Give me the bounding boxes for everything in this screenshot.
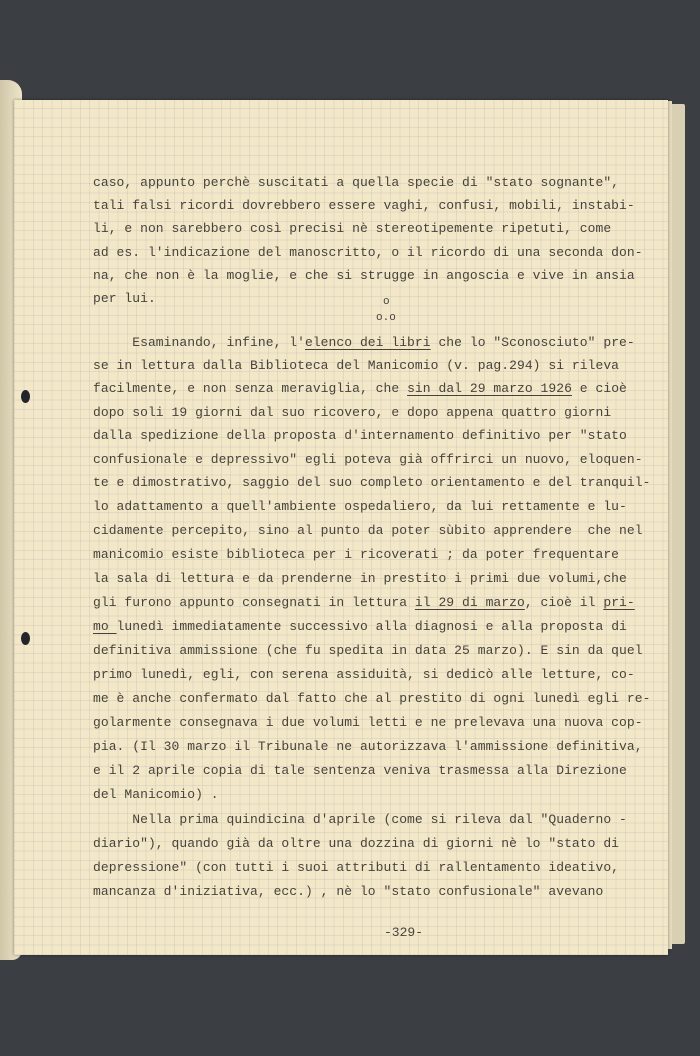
binder-hole bbox=[21, 390, 30, 403]
text-line bbox=[93, 619, 627, 635]
text-line bbox=[93, 787, 219, 803]
text-segment: dopo soli 19 giorni dal suo ricovero, e dopo appena quattro giorni bbox=[93, 405, 612, 420]
text-segment: na, che non è la moglie, e che si strugge in angoscia e vive in ansia bbox=[93, 268, 635, 283]
page-number: -329- bbox=[384, 925, 424, 940]
text-segment: dalla spedizione della proposta d'internamento definitivo per "stato bbox=[93, 428, 627, 443]
underlined-text: pri- bbox=[603, 595, 635, 610]
text-line bbox=[93, 691, 650, 707]
text-segment: facilmente, e non senza meraviglia, che bbox=[93, 381, 408, 396]
text-line bbox=[93, 198, 635, 214]
text-line bbox=[93, 268, 635, 284]
underlined-text: mo bbox=[93, 619, 117, 634]
text-segment: lo adattamento a quell'ambiente ospedaliero, da lui rettamente e lu- bbox=[93, 499, 627, 514]
text-segment: me è anche confermato dal fatto che al prestito di ogni lunedì egli re- bbox=[93, 691, 651, 706]
section-ornament-bottom: o.o bbox=[376, 312, 396, 324]
text-line bbox=[93, 763, 627, 779]
text-segment: manicomio esiste biblioteca per i ricoverati ; da poter frequentare bbox=[93, 547, 620, 562]
text-line bbox=[93, 667, 635, 683]
text-segment: , cioè il bbox=[524, 595, 604, 610]
text-line bbox=[93, 715, 643, 731]
text-segment: golarmente consegnava i due volumi letti e ne prelevava una nuova cop- bbox=[93, 715, 643, 730]
text-line bbox=[93, 547, 619, 563]
text-segment: del Manicomio) . bbox=[93, 787, 219, 802]
text-line bbox=[93, 523, 643, 539]
text-line bbox=[93, 245, 643, 261]
text-segment: li, e non sarebbero così precisi nè stereotipemente ripetuti, come bbox=[93, 221, 612, 236]
section-ornament-top: o bbox=[383, 296, 390, 308]
text-segment: caso, appunto perchè suscitati a quella specie di "stato sognante", bbox=[93, 175, 620, 190]
text-segment: per lui. bbox=[93, 291, 156, 306]
underlined-text: sin dal 29 marzo 1926 bbox=[407, 381, 572, 396]
text-segment: primo lunedì, egli, con serena assiduità, si dedicò alle letture, co- bbox=[93, 667, 635, 682]
text-line bbox=[93, 571, 627, 587]
text-line bbox=[93, 884, 603, 900]
text-line bbox=[93, 739, 643, 755]
text-segment: cidamente percepito, sino al punto da poter sùbito apprendere che nel bbox=[93, 523, 643, 538]
text-segment: ad es. l'indicazione del manoscritto, o il ricordo di una seconda don- bbox=[93, 245, 643, 260]
underlined-text: il 29 di marzo bbox=[414, 595, 525, 610]
binder-hole bbox=[21, 632, 30, 645]
text-segment: diario"), quando già da oltre una dozzina di giorni nè lo "stato di bbox=[93, 836, 620, 851]
text-line bbox=[93, 221, 611, 237]
text-segment: confusionale e depressivo" egli poteva già offrirci un nuovo, eloquen- bbox=[93, 452, 643, 467]
text-segment: lunedì immediatamente successivo alla diagnosi e alla proposta di bbox=[116, 619, 627, 634]
underlined-text: elenco dei libri bbox=[304, 335, 431, 350]
text-line bbox=[93, 428, 627, 444]
text-segment: Esaminando, infine, l' bbox=[93, 335, 305, 350]
text-segment: pia. (Il 30 marzo il Tribunale ne autorizzava l'ammissione definitiva, bbox=[93, 739, 643, 754]
text-segment: depressione" (con tutti i suoi attributi di rallentamento ideativo, bbox=[93, 860, 620, 875]
text-line bbox=[93, 499, 627, 515]
text-line bbox=[93, 836, 619, 852]
text-segment: che lo "Sconosciuto" pre- bbox=[430, 335, 635, 350]
text-line bbox=[93, 381, 627, 397]
text-line bbox=[93, 405, 611, 421]
text-segment: e cioè bbox=[571, 381, 627, 396]
text-line bbox=[93, 860, 619, 876]
text-line bbox=[93, 452, 643, 468]
text-line bbox=[93, 595, 635, 611]
text-line bbox=[93, 358, 619, 374]
text-line bbox=[93, 291, 156, 307]
text-segment: gli furono appunto consegnati in lettura bbox=[93, 595, 415, 610]
text-line bbox=[93, 175, 619, 191]
text-segment: la sala di lettura e da prenderne in prestito i primi due volumi,che bbox=[93, 571, 627, 586]
text-line bbox=[93, 335, 635, 351]
text-line bbox=[93, 812, 627, 828]
text-segment: definitiva ammissione (che fu spedita in data 25 marzo). E sin da quel bbox=[93, 643, 643, 658]
text-line bbox=[93, 643, 643, 659]
text-segment: Nella prima quindicina d'aprile (come si rileva dal "Quaderno - bbox=[93, 812, 627, 827]
text-segment: mancanza d'iniziativa, ecc.) , nè lo "stato confusionale" avevano bbox=[93, 884, 604, 899]
text-segment: te e dimostrativo, saggio del suo completo orientamento e del tranquil- bbox=[93, 475, 651, 490]
text-segment: tali falsi ricordi dovrebbero essere vaghi, confusi, mobili, instabi- bbox=[93, 198, 635, 213]
text-segment: e il 2 aprile copia di tale sentenza veniva trasmessa alla Direzione bbox=[93, 763, 627, 778]
text-segment: se in lettura dalla Biblioteca del Manicomio (v. pag.294) si rileva bbox=[93, 358, 620, 373]
text-line bbox=[93, 475, 650, 491]
